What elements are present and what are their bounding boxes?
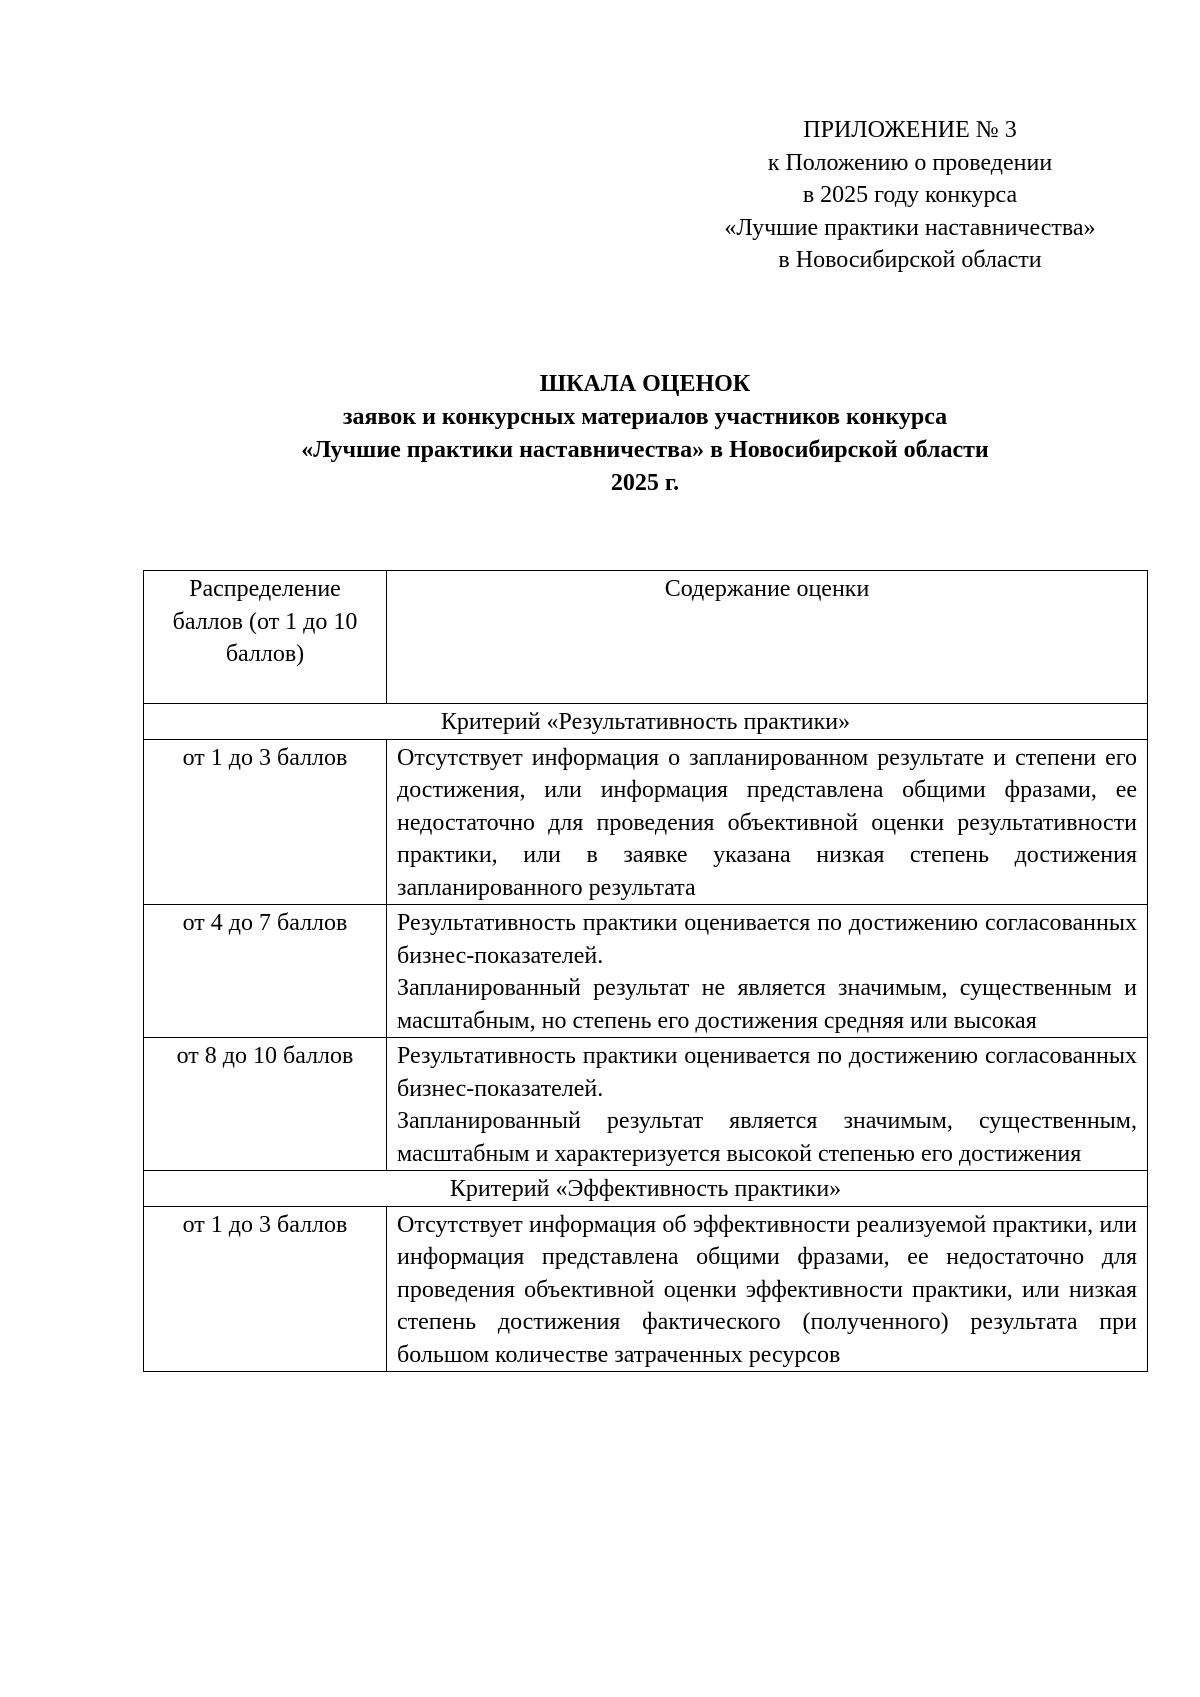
- criterion-title: Критерий «Эффективность практики»: [144, 1171, 1148, 1207]
- appendix-line: в 2025 году конкурса: [802, 182, 1018, 208]
- appendix-header: [680, 114, 1140, 277]
- appendix-line: к Положению о проведении: [767, 149, 1053, 176]
- title-line: «Лучшие практики наставничества» в Новосибирской области: [301, 437, 989, 463]
- description-paragraph: Отсутствует информация об эффективности реализуемой практики, или информация представлена общими фразами, ее недостаточно для проведения объективной оценки эффективности практики, или низкая степень достижения фактического (полученного) результата при большом количестве затраченных ресурсов: [397, 1211, 1137, 1368]
- score-description: [387, 1206, 1148, 1372]
- document-title: [140, 368, 1150, 500]
- description-paragraph: Запланированный результат является значимым, существенным, масштабным и характеризуется высокой степенью его достижения: [397, 1108, 1137, 1167]
- description-paragraph: Отсутствует информация о запланированном результате и степени его достижения, или информация представлена общими фразами, ее недостаточно для проведения объективной оценки результативности практики, или в заявке указана низкая степень достижения запланированного результата: [397, 744, 1137, 901]
- score-description: [387, 1038, 1148, 1171]
- description-paragraph: Результативность практики оценивается по достижению согласованных бизнес-показателей.: [397, 1043, 1137, 1102]
- score-range: от 8 до 10 баллов: [144, 1038, 387, 1171]
- table-row: [144, 1206, 1148, 1372]
- criterion-row: [144, 704, 1148, 740]
- title-year: 2025 г.: [610, 470, 680, 496]
- table-header-row: [144, 571, 1148, 704]
- appendix-line: «Лучшие практики наставничества»: [724, 214, 1096, 241]
- appendix-line: в Новосибирской области: [778, 247, 1042, 273]
- scoring-table: [143, 570, 1148, 1372]
- criterion-title: Критерий «Результативность практики»: [144, 704, 1148, 740]
- title-line: заявок и конкурсных материалов участников конкурса: [342, 404, 948, 430]
- score-description: [387, 905, 1148, 1038]
- table-row: [144, 905, 1148, 1038]
- score-column-header: Распределение баллов (от 1 до 10 баллов): [144, 571, 387, 704]
- appendix-number: ПРИЛОЖЕНИЕ № 3: [803, 117, 1017, 143]
- score-range: от 4 до 7 баллов: [144, 905, 387, 1038]
- criterion-row: [144, 1171, 1148, 1207]
- content-column-header: Содержание оценки: [387, 571, 1148, 704]
- score-range: от 1 до 3 баллов: [144, 739, 387, 905]
- table-row: [144, 739, 1148, 905]
- title-heading: ШКАЛА ОЦЕНОК: [539, 371, 751, 397]
- score-description: [387, 739, 1148, 905]
- description-paragraph: Запланированный результат не является значимым, существенным и масштабным, но степень его достижения средняя или высокая: [397, 975, 1137, 1034]
- table-row: [144, 1038, 1148, 1171]
- description-paragraph: Результативность практики оценивается по достижению согласованных бизнес-показателей.: [397, 910, 1137, 969]
- score-range: от 1 до 3 баллов: [144, 1206, 387, 1372]
